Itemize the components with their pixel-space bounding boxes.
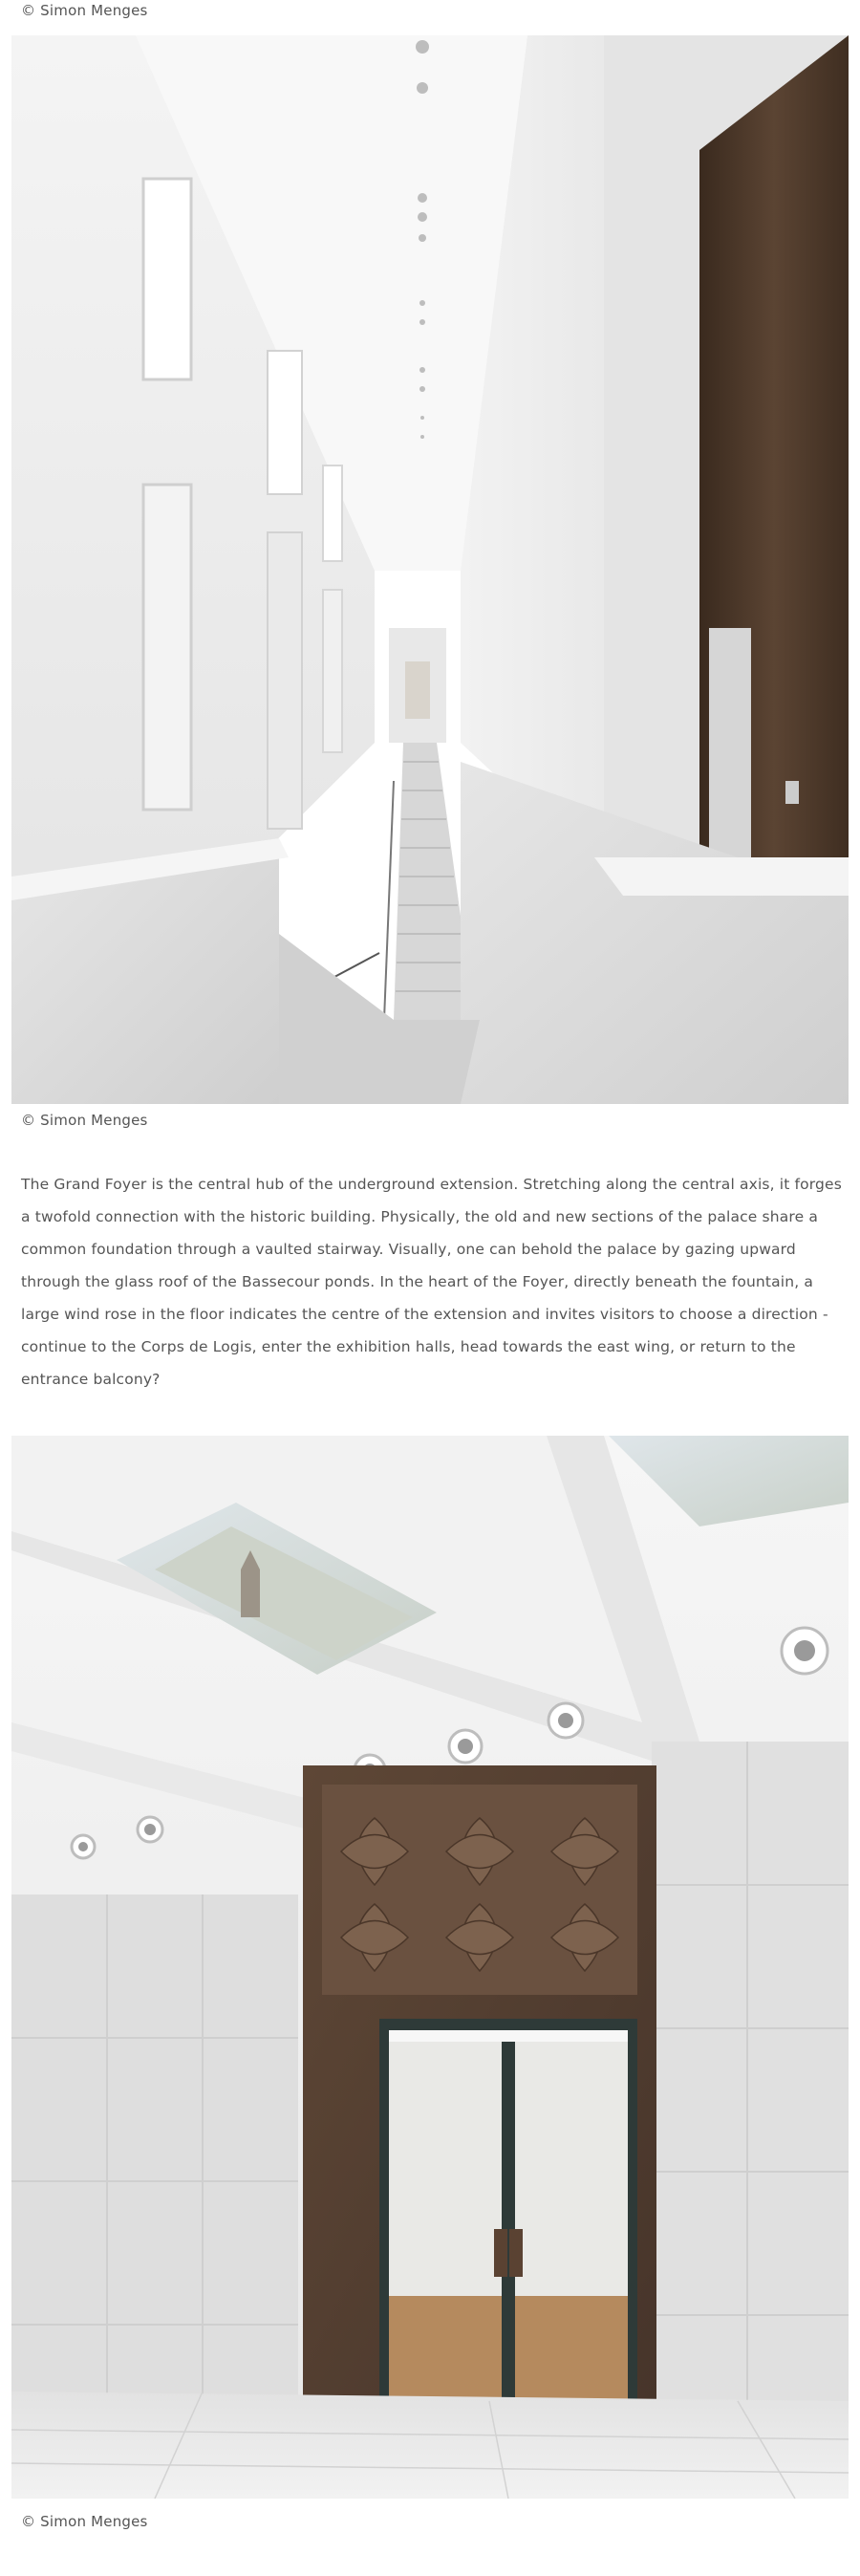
photo-credit-caption-1: © Simon Menges [21,1112,148,1129]
photo-credit-caption-2: © Simon Menges [21,2513,148,2530]
photo-credit-caption-top: © Simon Menges [21,2,148,19]
grand-foyer-photo [11,1436,849,2499]
article-paragraph: The Grand Foyer is the central hub of the underground extension. Stretching along the central axis, it forges a twofold connection with the historic building. Physically, the old and new sections of the palace share a common foundation through a vaulted stairway. Visually, one can behold the palace by gazing upward through the glass roof of the Bassecour ponds. In the heart of the Foyer, directly beneath the fountain, a large wind rose in the floor indicates the centre of the extension and invites visitors to choose a direction - continue to the Corps de Logis, enter the exhibition halls, head towards the east wing, or return to the entrance balcony? [21,1176,842,1388]
stairway-hall-photo [11,35,849,1104]
